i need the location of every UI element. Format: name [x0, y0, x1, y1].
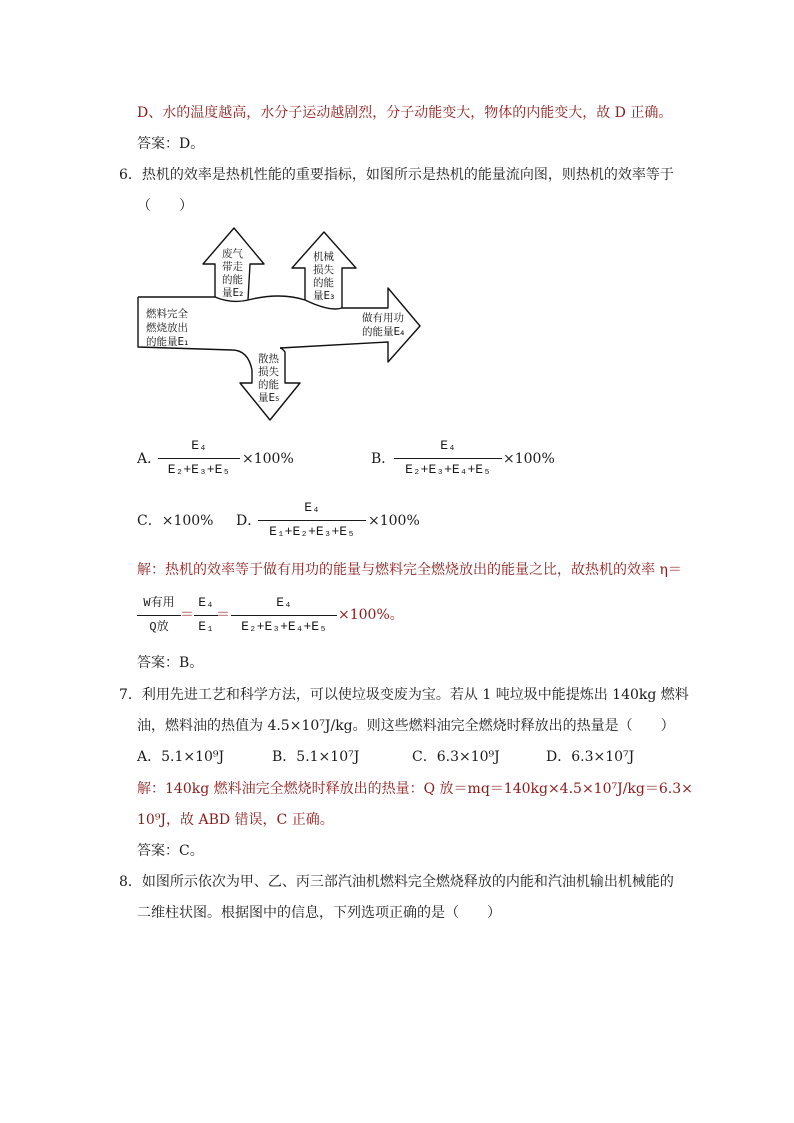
q6-solution-fraction-3 — [231, 593, 337, 639]
q6-answer: 答案：B。 — [137, 655, 204, 671]
q7-option-d: D．6.3×10⁷J — [546, 749, 635, 765]
q7-answer: 答案：C。 — [137, 843, 204, 859]
q6-solution-equals-1: ＝ — [180, 607, 194, 623]
q6-option-d-denominator: E₁+E₂+E₃+E₅ — [269, 524, 355, 539]
q8-stem-line1: 8．如图所示依次为甲、乙、丙三部汽油机燃料完全燃烧释放的内能和汽油机输出机械能的 — [119, 874, 674, 890]
q6-option-d-fraction — [258, 498, 366, 544]
q7-option-b: B．5.1×10⁷J — [272, 749, 360, 765]
q6-option-d-numerator: E₄ — [304, 500, 320, 515]
q6-option-c: C．×100% — [137, 513, 214, 529]
diagram-exhaust-label-3: 的能 — [222, 274, 243, 286]
diagram-input-label-2: 燃烧放出 — [146, 322, 188, 334]
q7-solution-line1: 解：140kg 燃料油完全燃烧时释放出的热量：Q 放＝mq＝140kg×4.5×10⁷J/kg＝6.3× — [137, 781, 693, 797]
diagram-heat-label-3: 的能 — [258, 379, 279, 391]
q7-option-a: A．5.1×10⁹J — [137, 749, 225, 765]
q6-option-a-fraction — [158, 436, 240, 482]
diagram-input-label-3: 的能量E₁ — [146, 336, 189, 348]
q6-option-a-label: A． — [137, 451, 162, 467]
diagram-mechanical-label-4: 量E₃ — [313, 290, 335, 302]
q6-option-a-numerator: E₄ — [191, 438, 207, 453]
q6-solution-equals-2: ＝ — [216, 607, 230, 623]
q7-stem-line2: 油，燃料油的热值为 4.5×10⁷J/kg。则这些燃料油完全燃烧时释放出的热量是（ ） — [137, 718, 675, 734]
q6-option-a-suffix: ×100% — [242, 451, 294, 467]
diagram-mechanical-label-3: 的能 — [313, 277, 334, 289]
diagram-heat-label-1: 散热 — [258, 353, 279, 365]
diagram-exhaust-label-2: 带走 — [222, 261, 243, 273]
q6-solution-f3-denominator: E₂+E₃+E₄+E₅ — [241, 619, 327, 634]
q6-stem-line1: 6．热机的效率是热机性能的重要指标，如图所示是热机的能量流向图，则热机的效率等于 — [119, 167, 674, 183]
q6-stem-line2: （ ） — [137, 198, 193, 214]
q6-solution-f3-numerator: E₄ — [276, 595, 292, 610]
q6-solution-fraction-1 — [137, 593, 181, 639]
q6-option-a-denominator: E₂+E₃+E₅ — [167, 462, 231, 477]
diagram-mechanical-label-2: 损失 — [313, 264, 334, 276]
q6-solution-line1: 解：热机的效率等于做有用功的能量与燃料完全燃烧放出的能量之比，故热机的效率 η＝ — [137, 562, 682, 578]
q8-stem-line2: 二维柱状图。根据图中的信息，下列选项正确的是（ ） — [137, 905, 501, 921]
q7-solution-line2: 10⁹J，故 ABD 错误，C 正确。 — [137, 812, 334, 828]
q6-option-b-suffix: ×100% — [503, 451, 555, 467]
q6-solution-f1-denominator: Q放 — [149, 620, 169, 634]
q6-option-d-label: D． — [236, 513, 262, 529]
q7-option-c: C．6.3×10⁹J — [412, 749, 500, 765]
q6-solution-suffix: ×100%。 — [338, 607, 404, 623]
q6-option-b-fraction — [394, 436, 502, 482]
diagram-useful-label-1: 做有用功 — [362, 312, 404, 324]
q6-solution-f1-numerator: W有用 — [143, 596, 175, 610]
diagram-exhaust-label-4: 量E₂ — [222, 287, 244, 299]
q6-option-b-label: B． — [371, 451, 396, 467]
q6-solution-f2-denominator: E₁ — [198, 619, 214, 634]
q6-option-d-suffix: ×100% — [368, 513, 420, 529]
diagram-heat-label-4: 量E₅ — [258, 392, 280, 404]
energy-flow-diagram — [130, 222, 430, 427]
diagram-mechanical-label-1: 机械 — [313, 251, 334, 263]
prev-answer: 答案：D。 — [137, 136, 205, 152]
prev-option-d-explanation: D、水的温度越高，水分子运动越剧烈，分子动能变大，物体的内能变大，故 D 正确。 — [137, 105, 673, 121]
q6-option-b-numerator: E₄ — [440, 438, 456, 453]
diagram-input-label-1: 燃料完全 — [146, 308, 188, 320]
q7-stem-line1: 7．利用先进工艺和科学方法，可以使垃圾变废为宝。若从 1 吨垃圾中能提炼出 140kg 燃料 — [119, 687, 689, 703]
diagram-exhaust-label-1: 废气 — [222, 248, 243, 260]
q6-solution-f2-numerator: E₄ — [198, 595, 214, 610]
q6-solution-fraction-2 — [194, 593, 218, 639]
q6-option-b-denominator: E₂+E₃+E₄+E₅ — [405, 462, 491, 477]
diagram-heat-label-2: 损失 — [258, 366, 279, 378]
diagram-useful-label-2: 的能量E₄ — [362, 326, 405, 338]
